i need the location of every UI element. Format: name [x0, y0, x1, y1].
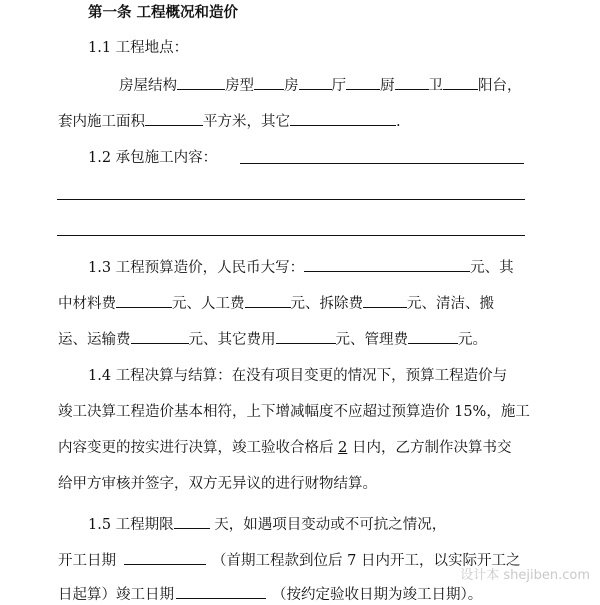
blank-balconies[interactable]: [443, 74, 478, 90]
clause-1-4-line3: [58, 438, 511, 458]
text-fragment: （按约定验收日期为竣工日期）。: [272, 587, 483, 603]
blank-halls[interactable]: [299, 74, 332, 90]
blank-demolition-fee[interactable]: [363, 292, 407, 308]
text-fragment: 厨: [380, 78, 395, 94]
clause-1-4-line1: 1.4 工程决算与结算：在没有项目变更的情况下，预算工程造价与: [88, 368, 508, 384]
text-fragment: 元。: [458, 332, 487, 348]
text-fragment: 阳台，: [478, 78, 522, 94]
clause-1-3-line1: [88, 256, 514, 278]
blank-completion-date[interactable]: [176, 583, 266, 599]
blank-rooms[interactable]: [254, 74, 284, 90]
clause-1-2-label: 1.2 承包施工内容：: [88, 150, 218, 166]
blank-labor-fee[interactable]: [245, 292, 291, 308]
text-fragment: 卫: [428, 78, 443, 94]
blank-duration-days[interactable]: [174, 513, 210, 529]
section-title: 第一条 工程概况和造价: [88, 5, 239, 21]
text-fragment: 元、管理费: [335, 332, 408, 348]
clause-1-1-label: 1.1 工程地点：: [88, 40, 189, 56]
text-fragment: 厅: [331, 78, 346, 94]
blank-area[interactable]: [145, 110, 203, 126]
settlement-days: 2: [338, 440, 348, 456]
clause-1-1-line1: [119, 74, 522, 96]
text-fragment: 平方米，其它: [203, 114, 290, 130]
text-fragment: 元、其: [470, 260, 514, 276]
text-fragment: 元、其它费用: [188, 332, 276, 348]
blank-management-fee[interactable]: [408, 328, 458, 344]
blank-other[interactable]: [290, 110, 396, 126]
text-fragment: 运、运输费: [58, 332, 131, 348]
blank-scope-line3[interactable]: [57, 235, 525, 236]
blank-amount-words[interactable]: [304, 256, 470, 272]
text-fragment: 中材料费: [58, 296, 116, 312]
blank-transport-fee[interactable]: [131, 328, 189, 344]
blank-structure[interactable]: [177, 74, 225, 90]
clause-1-5-line1: [88, 513, 446, 535]
blank-materials-fee[interactable]: [116, 292, 172, 308]
text-fragment: 内容变更的按实进行决算，竣工验收合格后: [58, 440, 339, 456]
blank-other-fee[interactable]: [276, 328, 336, 344]
text-fragment: 1.5 工程期限: [88, 517, 174, 533]
text-fragment: 天，如遇项目变动或不可抗之情况，: [209, 517, 447, 533]
blank-kitchens[interactable]: [346, 74, 380, 90]
watermark: 设计本 shejiben.com: [460, 568, 590, 583]
text-fragment: 房屋结构: [119, 78, 177, 94]
text-fragment: 套内施工面积: [58, 114, 145, 130]
clause-1-5-line2: [58, 549, 520, 571]
text-fragment: 房型: [225, 78, 254, 94]
clause-1-5-line3: [58, 583, 482, 605]
clause-1-3-line2: [58, 292, 494, 314]
clause-1-1-line2: [58, 110, 401, 132]
text-fragment: 日起算）竣工日期: [58, 587, 174, 603]
text-fragment: （首期工程款到位后 7 日内开工，以实际开工之: [212, 553, 521, 569]
text-fragment: 房: [284, 78, 299, 94]
text-fragment: 1.3 工程预算造价，人民币大写：: [88, 260, 305, 276]
text-fragment: 元、人工费: [172, 296, 245, 312]
text-fragment: 日内，乙方制作决算书交: [347, 440, 512, 456]
blank-bathrooms[interactable]: [395, 74, 429, 90]
clause-1-4-line4: 给甲方审核并签字，双方无异议的进行财物结算。: [58, 476, 377, 492]
blank-scope-line2[interactable]: [57, 199, 525, 200]
text-fragment: .: [396, 114, 401, 130]
text-fragment: 元、清洁、搬: [407, 296, 494, 312]
blank-scope-line1[interactable]: [240, 163, 524, 164]
blank-start-date[interactable]: [124, 549, 206, 565]
clause-1-4-line2: 竣工决算工程造价基本相符，上下增减幅度不应超过预算造价 15%，施工: [58, 404, 530, 420]
text-fragment: 开工日期: [58, 553, 116, 569]
clause-1-3-line3: [58, 328, 487, 350]
text-fragment: 元、拆除费: [290, 296, 363, 312]
